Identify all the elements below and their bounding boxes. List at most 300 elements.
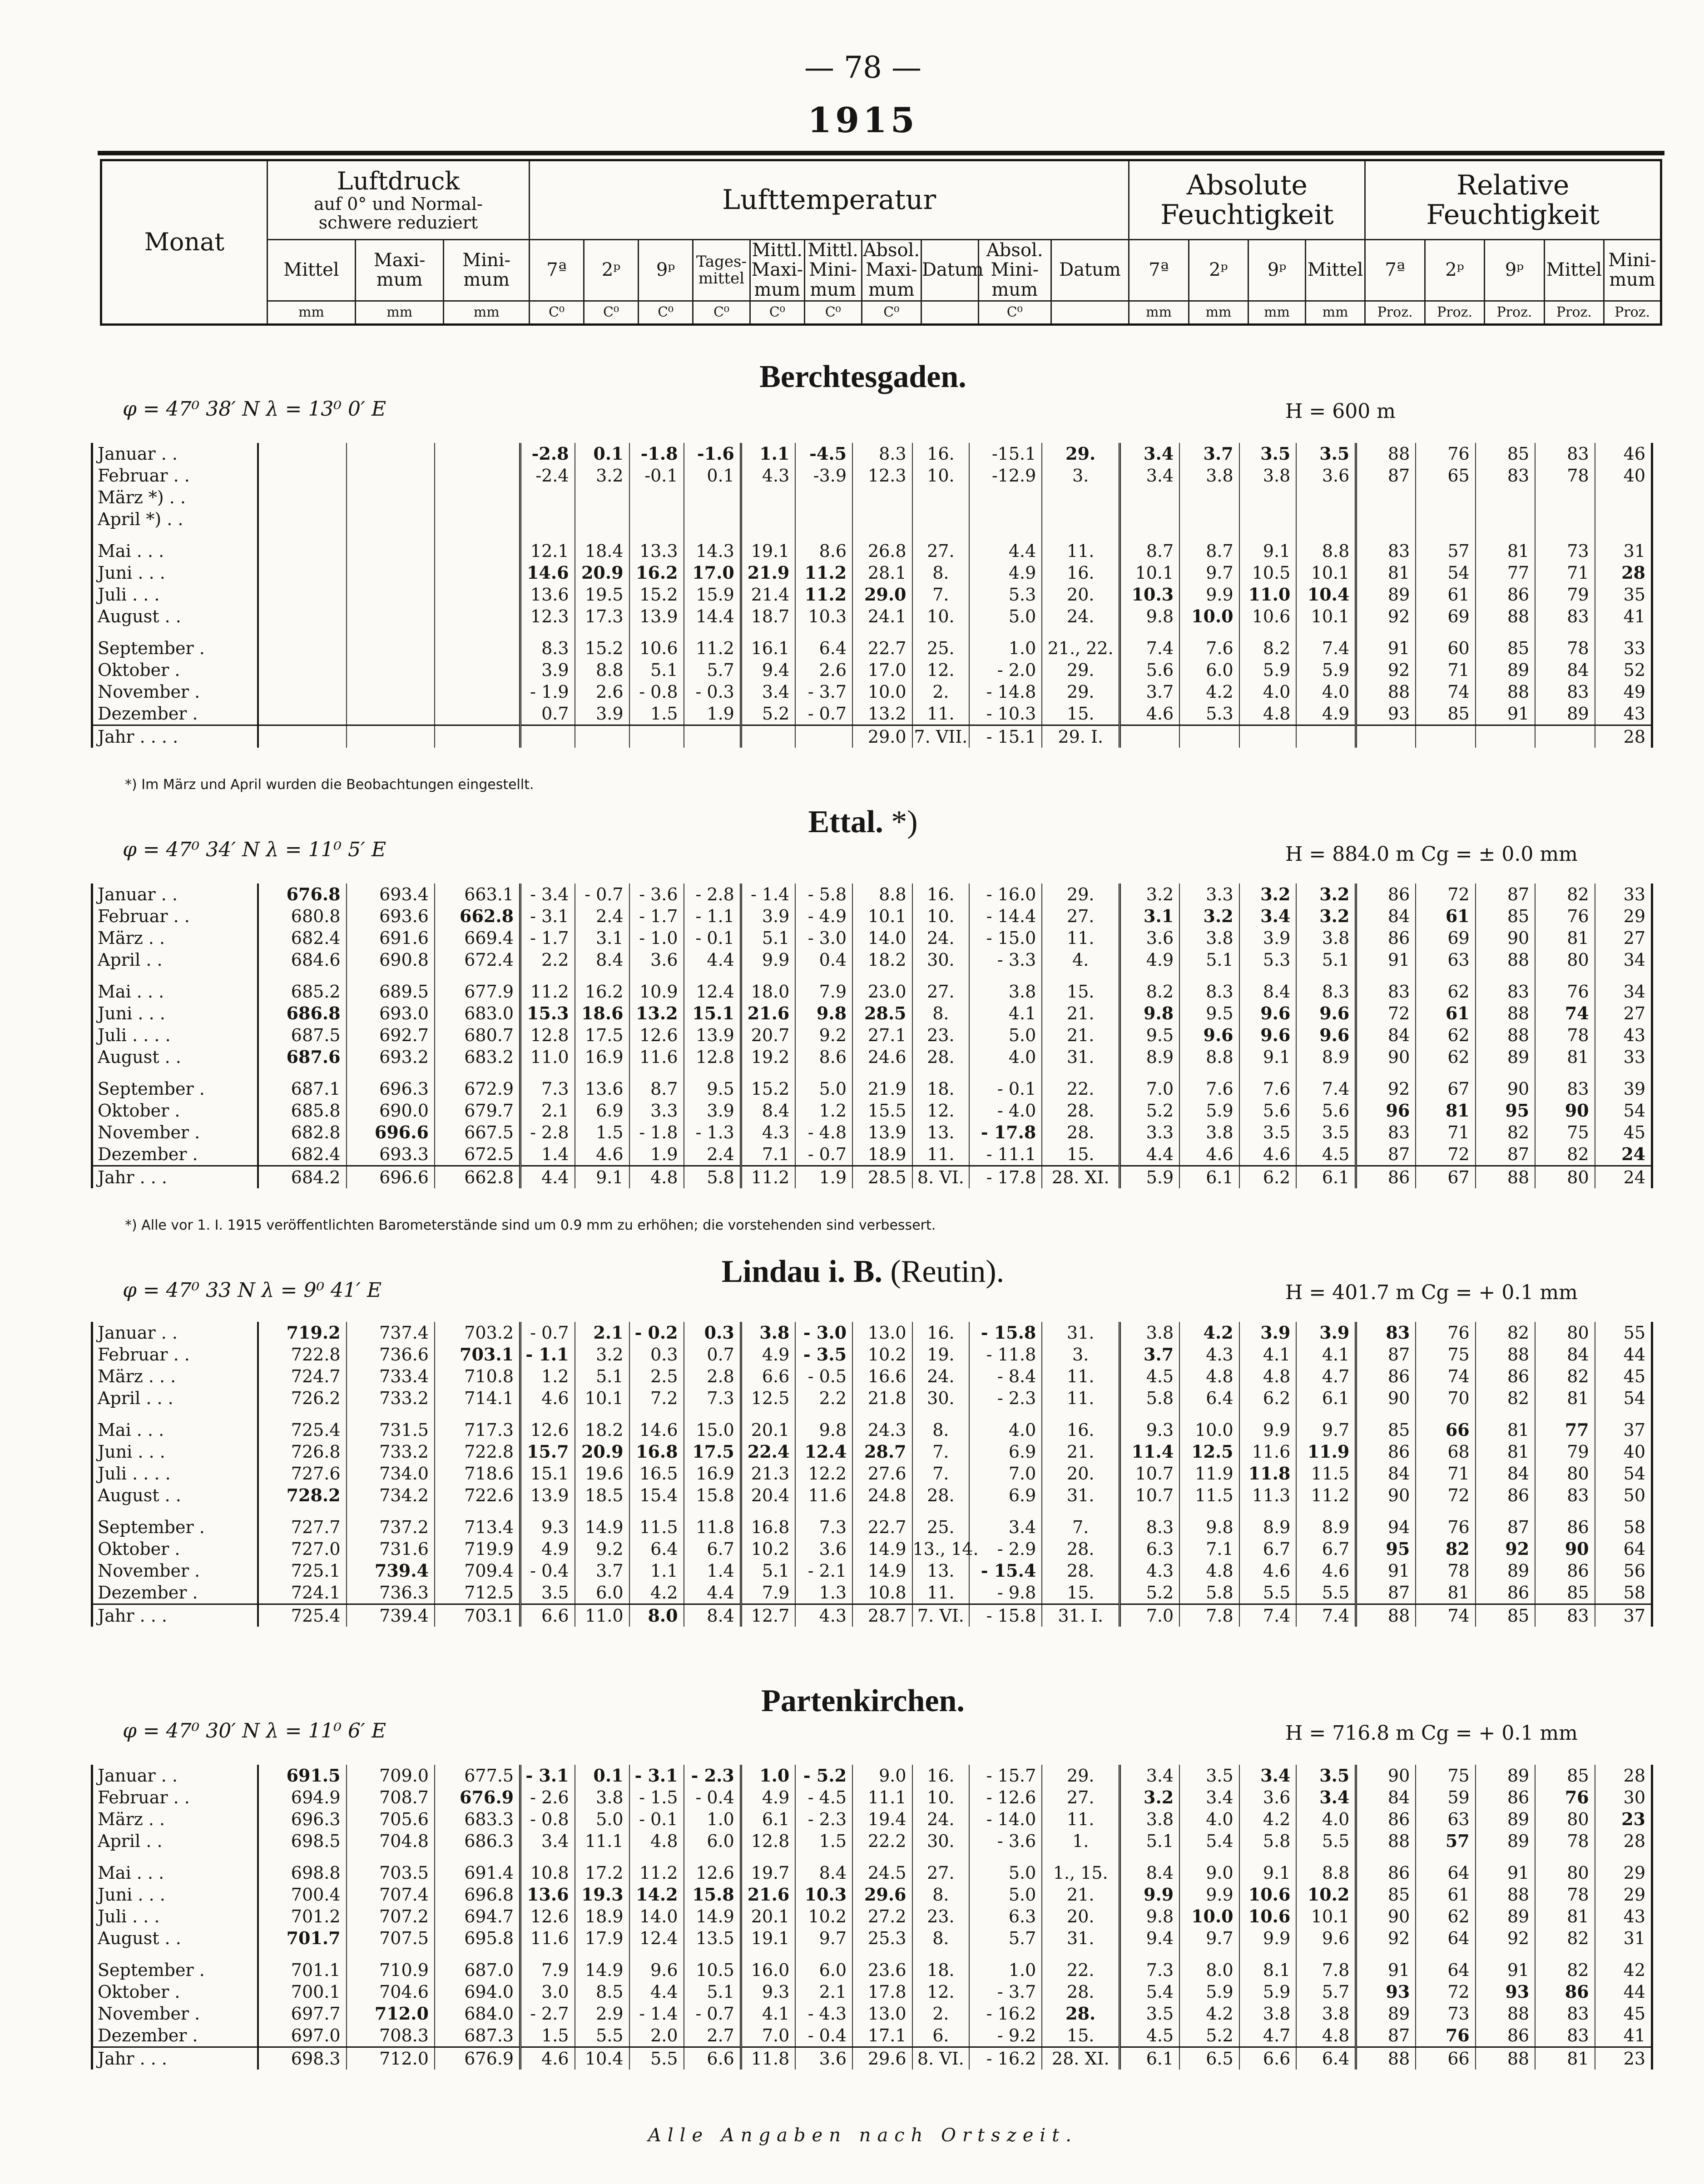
table-cell: - 17.8 <box>969 1122 1042 1143</box>
table-cell <box>852 486 912 508</box>
table-cell: 13.9 <box>520 1484 575 1506</box>
table-cell: 28. XI. <box>1042 2047 1119 2070</box>
table-cell: 9.8 <box>1179 1506 1239 1538</box>
table-cell: - 4.5 <box>795 1787 852 1808</box>
table-cell: 694.0 <box>435 1981 520 2003</box>
table-cell: 3.8 <box>1179 927 1239 949</box>
table-cell: 736.3 <box>347 1582 435 1604</box>
table-cell: 4.9 <box>520 1538 575 1560</box>
table-cell: 8.2 <box>1239 627 1297 659</box>
table-cell: 20. <box>1042 1906 1119 1927</box>
table-cell: 20. <box>1042 1463 1119 1484</box>
table-cell: 11.0 <box>520 1046 575 1068</box>
table-cell: 85 <box>1476 1604 1535 1627</box>
table-cell: 13., 14. <box>912 1539 979 1559</box>
table-cell: 92 <box>1476 1927 1535 1949</box>
table-cell: 726.8 <box>258 1441 346 1463</box>
unit: mm <box>1129 301 1189 325</box>
table-cell: 4.7 <box>1296 1365 1356 1387</box>
table-cell: - 0.5 <box>795 1365 852 1387</box>
table-cell: 20.7 <box>741 1024 795 1046</box>
table-cell: 71 <box>1535 562 1595 584</box>
table-cell: 90 <box>1356 1484 1416 1506</box>
month-label: Januar . . <box>92 1322 258 1344</box>
table-cell: 75 <box>1416 1344 1475 1365</box>
table-cell: 2.7 <box>684 2025 741 2047</box>
month-label: Mai . . . <box>92 1852 258 1884</box>
table-cell: - 1.4 <box>741 884 795 905</box>
table-cell: - 1.3 <box>684 1122 741 1143</box>
table-cell: 4.4 <box>629 1981 684 2003</box>
table-cell: 5.1 <box>1179 949 1239 971</box>
table-cell: 15.3 <box>520 1003 575 1024</box>
table-cell: 12. <box>912 659 970 681</box>
table-cell: 11.5 <box>1179 1484 1239 1506</box>
table-row <box>92 927 1652 949</box>
table-cell: 90 <box>1535 1538 1595 1560</box>
col-t2: 2ᵖ <box>584 240 639 301</box>
table-cell: 19.4 <box>852 1808 912 1830</box>
table-cell: 9.5 <box>684 1068 741 1100</box>
page-number: — 78 — <box>804 50 921 85</box>
table-cell <box>795 508 852 530</box>
table-cell: 10.1 <box>1296 1906 1356 1927</box>
col-t7: 7ª <box>530 240 584 301</box>
table-cell: 91 <box>1476 703 1535 725</box>
table-cell <box>435 703 520 725</box>
table-cell: 88 <box>1476 1024 1535 1046</box>
table-cell: 3.7 <box>575 1560 629 1582</box>
station-height: H = 884.0 m Cg = ± 0.0 mm <box>1285 843 1578 866</box>
table-cell: 82 <box>1535 1927 1595 1949</box>
month-label: Juni . . . <box>92 1441 258 1463</box>
table-cell: 8.8 <box>852 884 912 905</box>
table-cell: 91 <box>1356 1949 1416 1981</box>
table-cell: 4.4 <box>684 949 741 971</box>
table-cell: 44 <box>1595 1981 1652 2003</box>
table-cell: 9.5 <box>1179 1003 1239 1024</box>
table-cell: 695.8 <box>435 1927 520 1949</box>
table-cell: 45 <box>1595 1365 1652 1387</box>
table-cell: 690.0 <box>347 1100 435 1122</box>
table-cell <box>258 627 346 659</box>
table-cell: 7.3 <box>795 1506 852 1538</box>
table-cell: 79 <box>1535 584 1595 606</box>
table-cell: 88 <box>1476 1344 1535 1365</box>
table-cell: 29.6 <box>852 2047 912 2070</box>
table-cell: 84 <box>1535 1344 1595 1365</box>
table-cell <box>795 725 852 748</box>
table-cell: 86 <box>1476 1365 1535 1387</box>
table-cell: 13.6 <box>520 1884 575 1906</box>
table-cell: 3.8 <box>1179 465 1239 486</box>
table-cell: 23 <box>1595 1808 1652 1830</box>
table-cell: 10.3 <box>795 606 852 627</box>
table-cell: 672.9 <box>435 1068 520 1100</box>
table-cell: 22.4 <box>741 1441 795 1463</box>
table-cell: 12.6 <box>520 1409 575 1441</box>
table-cell: 15.8 <box>684 1884 741 1906</box>
table-cell: 16.0 <box>741 1949 795 1981</box>
table-cell <box>347 508 435 530</box>
col-t9: 9ᵖ <box>639 240 693 301</box>
table-cell: 8.4 <box>575 949 629 971</box>
table-cell: 64 <box>1416 1949 1475 1981</box>
table-cell: 680.7 <box>435 1024 520 1046</box>
table-cell: 76 <box>1416 1506 1475 1538</box>
table-cell: - 2.6 <box>520 1787 575 1808</box>
table-cell: 92 <box>1356 659 1416 681</box>
table-cell: 58 <box>1595 1582 1652 1604</box>
table-cell: - 12.6 <box>969 1787 1042 1808</box>
table-cell: 13.6 <box>520 584 575 606</box>
unit: C⁰ <box>750 301 804 325</box>
table-cell: 12.5 <box>741 1387 795 1409</box>
table-row <box>92 1538 1652 1560</box>
table-cell: 13.3 <box>629 530 684 562</box>
table-cell: 91 <box>1476 1852 1535 1884</box>
table-cell: 10. <box>912 905 970 927</box>
table-cell: 39 <box>1595 1068 1652 1100</box>
table-cell: 4.3 <box>1120 1560 1179 1582</box>
table-cell: 9.8 <box>795 1409 852 1441</box>
table-cell: 719.9 <box>435 1538 520 1560</box>
table-cell: 714.1 <box>435 1387 520 1409</box>
table-cell: 90 <box>1476 1068 1535 1100</box>
table-cell <box>435 508 520 530</box>
table-cell: 11.2 <box>795 584 852 606</box>
table-cell: 8.8 <box>575 659 629 681</box>
table-cell: 78 <box>1535 1884 1595 1906</box>
table-cell: 15. <box>1042 703 1119 725</box>
table-cell: 11. <box>1042 927 1119 949</box>
table-cell: 16.5 <box>629 1463 684 1484</box>
table-cell: 8.4 <box>1120 1852 1179 1884</box>
table-cell: 85 <box>1476 443 1535 465</box>
month-label: Oktober . <box>92 1538 258 1560</box>
table-cell: 90 <box>1535 1100 1595 1122</box>
table-cell: 2.1 <box>520 1100 575 1122</box>
table-cell: 75 <box>1535 1122 1595 1143</box>
table-cell: 687.3 <box>435 2025 520 2047</box>
table-cell: 697.7 <box>258 2003 346 2025</box>
table-cell: 5.9 <box>1239 659 1297 681</box>
table-cell <box>912 508 970 530</box>
table-cell: 703.1 <box>435 1604 520 1627</box>
table-cell: 64 <box>1416 1927 1475 1949</box>
table-cell: 9.7 <box>795 1927 852 1949</box>
table-cell: -15.1 <box>969 443 1042 465</box>
table-cell <box>575 725 629 748</box>
unit: C⁰ <box>693 301 750 325</box>
table-cell: 737.4 <box>347 1322 435 1344</box>
table-cell: 693.6 <box>347 905 435 927</box>
table-row <box>92 1787 1652 1808</box>
table-cell: 7.6 <box>1179 1068 1239 1100</box>
table-cell: 734.0 <box>347 1463 435 1484</box>
table-cell: 6.1 <box>1120 2047 1179 2070</box>
month-label: April . . <box>92 949 258 971</box>
table-cell: 662.8 <box>435 905 520 927</box>
table-cell: 31. <box>1042 1322 1119 1344</box>
table-cell: 15.7 <box>520 1441 575 1463</box>
table-row <box>92 1322 1652 1344</box>
unit: Proz. <box>1485 301 1544 325</box>
table-cell: 34 <box>1595 949 1652 971</box>
table-cell: 10.6 <box>1239 1906 1297 1927</box>
table-cell: 5.0 <box>969 606 1042 627</box>
table-cell: 58 <box>1595 1506 1652 1538</box>
table-cell: -12.9 <box>969 465 1042 486</box>
table-cell: 24 <box>1595 1166 1652 1189</box>
table-cell: 693.2 <box>347 1046 435 1068</box>
table-cell: 16.9 <box>684 1463 741 1484</box>
table-cell: 3.2 <box>1239 884 1297 905</box>
unit: C⁰ <box>530 301 584 325</box>
table-cell: 6.6 <box>684 2047 741 2070</box>
table-cell: 96 <box>1356 1100 1416 1122</box>
table-row <box>92 1344 1652 1365</box>
table-cell: 33 <box>1595 884 1652 905</box>
table-cell: 698.5 <box>258 1830 346 1852</box>
col-abs-7: 7ª <box>1129 240 1189 301</box>
table-cell: - 4.0 <box>969 1100 1042 1122</box>
table-cell: 86 <box>1476 1787 1535 1808</box>
table-cell: 14.9 <box>852 1560 912 1582</box>
table-cell: 12. <box>912 1981 970 2003</box>
table-row <box>92 971 1652 1003</box>
table-cell: 20.4 <box>741 1484 795 1506</box>
table-cell: 4.5 <box>1120 2025 1179 2047</box>
station-title: Ettal. *) <box>808 804 918 839</box>
table-cell: 718.6 <box>435 1463 520 1484</box>
table-cell: 4.0 <box>1239 681 1297 703</box>
table-cell: 3.5 <box>1296 1122 1356 1143</box>
table-cell: 11.3 <box>1239 1484 1297 1506</box>
table-cell: 81 <box>1535 2047 1595 2070</box>
table-cell: 28. <box>1042 2003 1119 2025</box>
table-cell <box>1356 725 1416 748</box>
unit: C⁰ <box>584 301 639 325</box>
table-cell: 55 <box>1595 1322 1652 1344</box>
table-cell: 83 <box>1535 1068 1595 1100</box>
table-cell: 3.2 <box>1296 905 1356 927</box>
table-cell: 9.6 <box>1296 1927 1356 1949</box>
table-cell <box>1535 508 1595 530</box>
table-cell: 12.8 <box>741 1830 795 1852</box>
month-label: März . . . <box>92 1365 258 1387</box>
table-cell: 4.2 <box>1179 2003 1239 2025</box>
table-cell: 737.2 <box>347 1506 435 1538</box>
table-cell <box>258 443 346 465</box>
table-cell: 16. <box>1042 562 1119 584</box>
table-cell: 4.6 <box>520 1387 575 1409</box>
table-cell: 28 <box>1595 725 1652 748</box>
table-cell: 68 <box>1416 1441 1475 1463</box>
unit: mm <box>267 301 355 325</box>
table-cell: 10.2 <box>1296 1884 1356 1906</box>
table-cell: 9.6 <box>1296 1003 1356 1024</box>
table-cell: 4.6 <box>1239 1143 1297 1166</box>
table-cell: 28.7 <box>852 1604 912 1627</box>
table-cell <box>258 465 346 486</box>
table-cell: 76 <box>1535 905 1595 927</box>
table-row-jahr <box>92 1604 1652 1627</box>
table-cell: 78 <box>1535 1830 1595 1852</box>
table-cell: 708.7 <box>347 1787 435 1808</box>
table-cell: - 3.7 <box>969 1981 1042 2003</box>
month-label: Juni . . . <box>92 562 258 584</box>
table-cell: 722.6 <box>435 1484 520 1506</box>
table-row <box>92 949 1652 971</box>
table-cell: 4.3 <box>795 1604 852 1627</box>
station-height: H = 600 m <box>1285 400 1396 423</box>
table-cell: 693.4 <box>347 884 435 905</box>
table-cell: 86 <box>1476 1484 1535 1506</box>
table-cell: 11.2 <box>520 971 575 1003</box>
table-cell: 88 <box>1356 681 1416 703</box>
table-cell: 22. <box>1042 1068 1119 1100</box>
table-cell: 67 <box>1416 1068 1475 1100</box>
col-abs-2: 2ᵖ <box>1189 240 1248 301</box>
table-cell: 0.1 <box>575 443 629 465</box>
table-cell: 82 <box>1476 1122 1535 1143</box>
table-row <box>92 1441 1652 1463</box>
table-cell: 90 <box>1356 1765 1416 1787</box>
table-cell: 9.9 <box>1120 1884 1179 1906</box>
table-cell <box>629 725 684 748</box>
table-cell: - 16.2 <box>969 2003 1042 2025</box>
station-data-table <box>91 1322 1653 1627</box>
table-cell: 41 <box>1595 606 1652 627</box>
table-cell: 11.1 <box>575 1830 629 1852</box>
table-cell: 21. <box>1042 1003 1119 1024</box>
table-cell: 35 <box>1595 584 1652 606</box>
table-cell: 3.5 <box>520 1582 575 1604</box>
table-cell: 4.1 <box>969 1003 1042 1024</box>
table-cell: 1. <box>1042 1830 1119 1852</box>
header-lufttemperatur: Lufttemperatur <box>530 160 1129 240</box>
table-cell: 5.5 <box>1296 1582 1356 1604</box>
table-cell: 3.7 <box>1179 443 1239 465</box>
table-cell: 700.4 <box>258 1884 346 1906</box>
table-cell: 4.0 <box>1296 1808 1356 1830</box>
table-cell: 5.9 <box>1179 1981 1239 2003</box>
table-cell: 15.9 <box>684 584 741 606</box>
table-cell: 8.6 <box>795 530 852 562</box>
table-cell: 83 <box>1356 530 1416 562</box>
table-cell: 29. <box>1042 884 1119 905</box>
table-cell <box>1239 508 1297 530</box>
table-cell: 81 <box>1416 1582 1475 1604</box>
table-cell: 6.1 <box>1179 1166 1239 1189</box>
table-cell: 4.3 <box>1179 1344 1239 1365</box>
table-row <box>92 1927 1652 1949</box>
table-cell: 27. <box>912 971 970 1003</box>
table-cell: 1.2 <box>520 1365 575 1387</box>
table-cell: 667.5 <box>435 1122 520 1143</box>
table-row <box>92 1122 1652 1143</box>
table-cell: - 15.8 <box>969 1604 1042 1627</box>
table-cell: 1.9 <box>684 703 741 725</box>
table-cell: 83 <box>1476 971 1535 1003</box>
table-cell: 728.2 <box>258 1484 346 1506</box>
table-cell: 6.4 <box>795 627 852 659</box>
table-cell: 77 <box>1535 1409 1595 1441</box>
month-label: Juni . . . <box>92 1003 258 1024</box>
station-height: H = 401.7 m Cg = + 0.1 mm <box>1285 1281 1578 1304</box>
table-cell: 28.5 <box>852 1166 912 1189</box>
table-cell: 698.3 <box>258 2047 346 2070</box>
table-cell: 10.8 <box>852 1582 912 1604</box>
table-cell: 7.3 <box>1120 1949 1179 1981</box>
table-cell: 3.1 <box>1120 905 1179 927</box>
table-cell: 8.6 <box>795 1046 852 1068</box>
table-cell: 34 <box>1595 971 1652 1003</box>
table-cell: 690.8 <box>347 949 435 971</box>
table-cell <box>969 486 1042 508</box>
table-cell: - 9.8 <box>969 1582 1042 1604</box>
table-cell: 72 <box>1416 1981 1475 2003</box>
table-cell: 94 <box>1356 1506 1416 1538</box>
table-cell: 27.6 <box>852 1463 912 1484</box>
table-cell: - 2.3 <box>969 1387 1042 1409</box>
table-cell: 10.9 <box>629 971 684 1003</box>
table-cell: 78 <box>1535 1024 1595 1046</box>
table-cell: 22. <box>1042 1949 1119 1981</box>
table-cell: 11. <box>912 703 970 725</box>
table-cell: 8. <box>912 1409 970 1441</box>
table-cell: 682.8 <box>258 1122 346 1143</box>
table-cell: - 0.1 <box>969 1068 1042 1100</box>
table-cell: 18.9 <box>575 1906 629 1927</box>
table-cell: 1.5 <box>629 703 684 725</box>
table-cell: 28. XI. <box>1042 1166 1119 1189</box>
table-cell: 4.6 <box>1296 1560 1356 1582</box>
month-label: Juli . . . <box>92 584 258 606</box>
table-cell: 81 <box>1476 530 1535 562</box>
table-cell: 17.9 <box>575 1927 629 1949</box>
table-cell: 1.4 <box>684 1560 741 1582</box>
table-cell <box>520 486 575 508</box>
table-cell: 80 <box>1535 1322 1595 1344</box>
table-cell: 80 <box>1535 1852 1595 1884</box>
table-cell: 11.0 <box>575 1604 629 1627</box>
table-cell: - 3.6 <box>969 1830 1042 1852</box>
table-cell: 701.7 <box>258 1927 346 1949</box>
unit: mm <box>1189 301 1248 325</box>
table-cell: 85 <box>1476 905 1535 927</box>
table-cell: 2.4 <box>684 1143 741 1166</box>
table-cell <box>258 681 346 703</box>
table-cell: 86 <box>1535 1560 1595 1582</box>
table-cell: - 4.9 <box>795 905 852 927</box>
table-cell: 93 <box>1356 1981 1416 2003</box>
table-cell: 703.1 <box>435 1344 520 1365</box>
table-cell: 89 <box>1356 2003 1416 2025</box>
table-cell: 88 <box>1356 2047 1416 2070</box>
table-cell: 25. <box>912 1506 970 1538</box>
table-cell: 29. <box>1042 443 1119 465</box>
table-cell: 21.8 <box>852 1387 912 1409</box>
table-cell: 693.0 <box>347 1003 435 1024</box>
table-cell: 9.6 <box>1179 1024 1239 1046</box>
table-cell: 5.1 <box>684 1981 741 2003</box>
table-cell: 21.6 <box>741 1003 795 1024</box>
table-cell: 8.8 <box>1296 530 1356 562</box>
table-cell: 683.2 <box>435 1046 520 1068</box>
table-cell: 15.1 <box>684 1003 741 1024</box>
